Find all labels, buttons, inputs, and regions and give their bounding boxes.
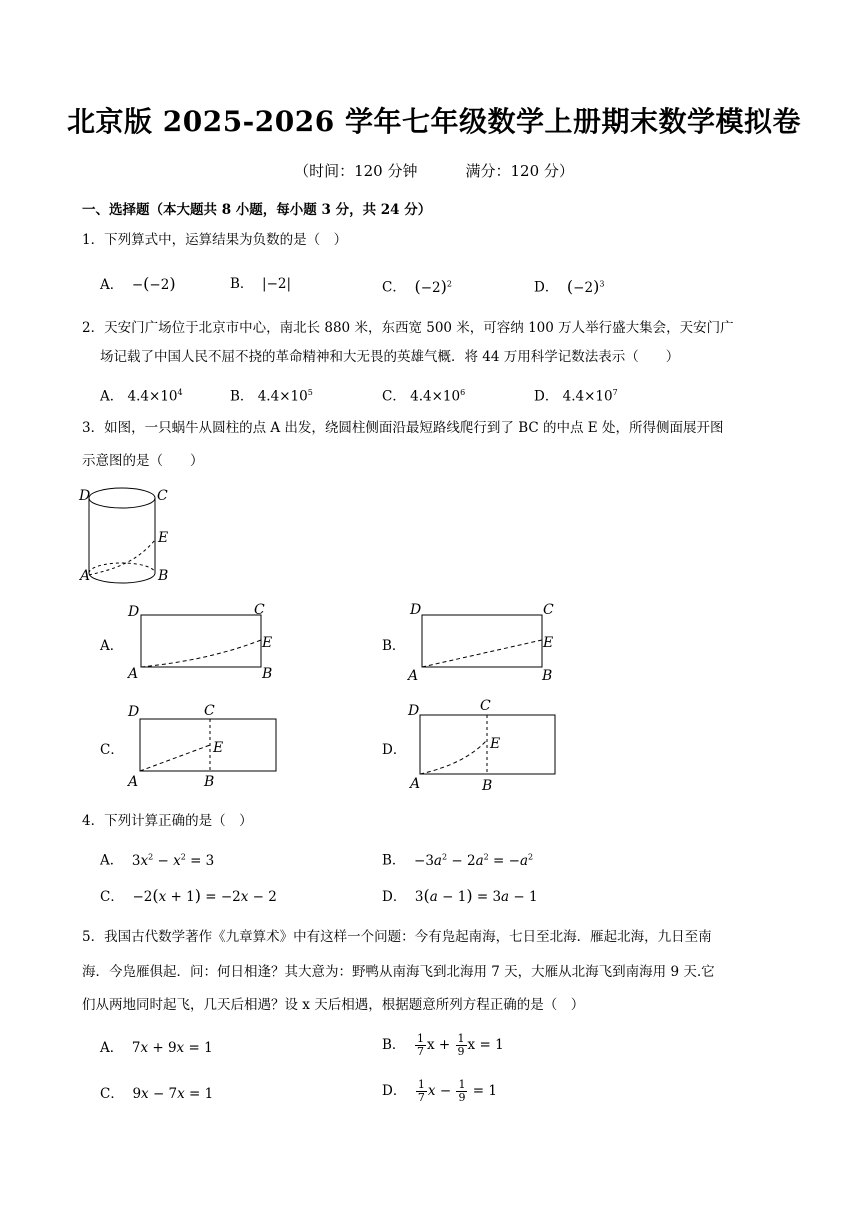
q1-option-a[interactable]: A． −(−2)	[100, 274, 176, 293]
question-5-line3: 们从两地同时起飞，几天后相遇？设 x 天后相遇，根据题意所列方程正确的是（ ）	[82, 997, 585, 1013]
a-label-e: E	[262, 635, 273, 651]
q3-option-d[interactable]: D．	[382, 742, 407, 758]
b-label-c: C	[543, 602, 554, 618]
q1-option-c[interactable]: C． $(-2)^2$	[382, 276, 452, 296]
q4-option-a[interactable]: A． $3x^2 - x^2 = 3$	[100, 852, 215, 869]
q4-option-c[interactable]: C． −2(x + 1) = −2x − 2	[100, 886, 277, 905]
exam-subtitle	[0, 160, 868, 181]
q5-option-d[interactable]: D． $\frac{1}{7}$ x − $\frac{1}{9}$ = 1	[382, 1078, 497, 1104]
b-label-d: D	[410, 602, 422, 618]
q2-option-b[interactable]: B． $4.4\times 10^5$	[230, 388, 313, 405]
q3-figure-d[interactable]	[400, 696, 565, 794]
d-label-e: E	[490, 736, 501, 752]
cyl-label-e: E	[158, 530, 169, 546]
q4-option-b[interactable]: B． $-3a^2 - 2a^2 = -a^2$	[382, 852, 534, 869]
d-label-b: B	[482, 778, 493, 794]
d-label-a: A	[410, 776, 421, 792]
d-label-d: D	[408, 703, 420, 719]
q4-option-d[interactable]: D． 3(a − 1) = 3a − 1	[382, 886, 538, 905]
b-label-a: A	[408, 668, 419, 684]
section-heading: 一、选择题（本大题共 8 小题，每小题 3 分，共 24 分）	[82, 202, 432, 218]
q5-option-b[interactable]: B． $\frac{1}{7}$ x + $\frac{1}{9}$ x = 1	[382, 1032, 504, 1058]
cyl-label-b: B	[158, 568, 169, 584]
cyl-label-c: C	[157, 488, 168, 504]
question-3-line2: 示意图的是（ ）	[82, 453, 204, 469]
q3-option-b[interactable]: B．	[382, 638, 406, 654]
full-score: 满分：120 分）	[465, 162, 574, 180]
cyl-label-a: A	[80, 568, 91, 584]
question-2-line1: 2．天安门广场位于北京市中心，南北长 880 米，东西宽 500 米，可容纳 100 万人举行盛大集会，天安门广	[82, 320, 734, 336]
q1-option-b[interactable]: B． |−2|	[230, 276, 292, 292]
cyl-label-d: D	[79, 488, 91, 504]
q2-option-c[interactable]: C． $4.4\times 10^6$	[382, 388, 466, 405]
q3-figure-b[interactable]	[400, 598, 565, 684]
question-3-line1: 3．如图，一只蜗牛从圆柱的点 A 出发，绕圆柱侧面沿最短路线爬行到了 BC 的中点 E 处，所得侧面展开图	[82, 420, 724, 436]
c-label-e: E	[213, 740, 224, 756]
q3-option-a[interactable]: A．	[100, 638, 124, 654]
c-label-a: A	[128, 774, 139, 790]
q3-option-c[interactable]: C．	[100, 742, 124, 758]
q2-option-d[interactable]: D． $4.4\times 10^7$	[534, 388, 618, 405]
q1-option-d[interactable]: D． $(-2)^3$	[534, 276, 605, 296]
a-label-b: B	[262, 666, 273, 682]
q3-figure-a[interactable]	[120, 598, 280, 684]
time-limit: （时间：120 分钟	[294, 162, 418, 180]
question-1-stem: 1．下列算式中，运算结果为负数的是（ ）	[82, 232, 348, 248]
a-label-d: D	[128, 604, 140, 620]
b-label-e: E	[543, 635, 554, 651]
c-label-b: B	[204, 774, 215, 790]
d-label-c: C	[480, 698, 491, 714]
q3-figure-c[interactable]	[120, 700, 285, 790]
a-label-c: C	[254, 602, 265, 618]
q2-option-a[interactable]: A． $4.4\times 10^4$	[100, 388, 183, 405]
cylinder-figure	[74, 480, 174, 590]
exam-title: 北京版 2025-2026 学年七年级数学上册期末数学模拟卷	[67, 105, 801, 138]
c-label-d: D	[128, 704, 140, 720]
c-label-c: C	[204, 703, 215, 719]
question-2-line2: 场记载了中国人民不屈不挠的革命精神和大无畏的英雄气概．将 44 万用科学记数法表示（ ）	[100, 349, 680, 365]
b-label-b: B	[542, 668, 553, 684]
question-5-line1: 5．我国古代数学著作《九章算术》中有这样一个问题：今有凫起南海，七日至北海．雁起北海，九日至南	[82, 929, 712, 945]
a-label-a: A	[128, 666, 139, 682]
q5-option-a[interactable]: A． 7x + 9x = 1	[100, 1040, 213, 1056]
question-5-line2: 海．今凫雁俱起．问：何日相逢？其大意为：野鸭从南海飞到北海用 7 天，大雁从北海飞到南海用 9 天.它	[82, 964, 715, 980]
question-4-stem: 4．下列计算正确的是（ ）	[82, 813, 253, 829]
q5-option-c[interactable]: C． 9x − 7x = 1	[100, 1086, 214, 1102]
